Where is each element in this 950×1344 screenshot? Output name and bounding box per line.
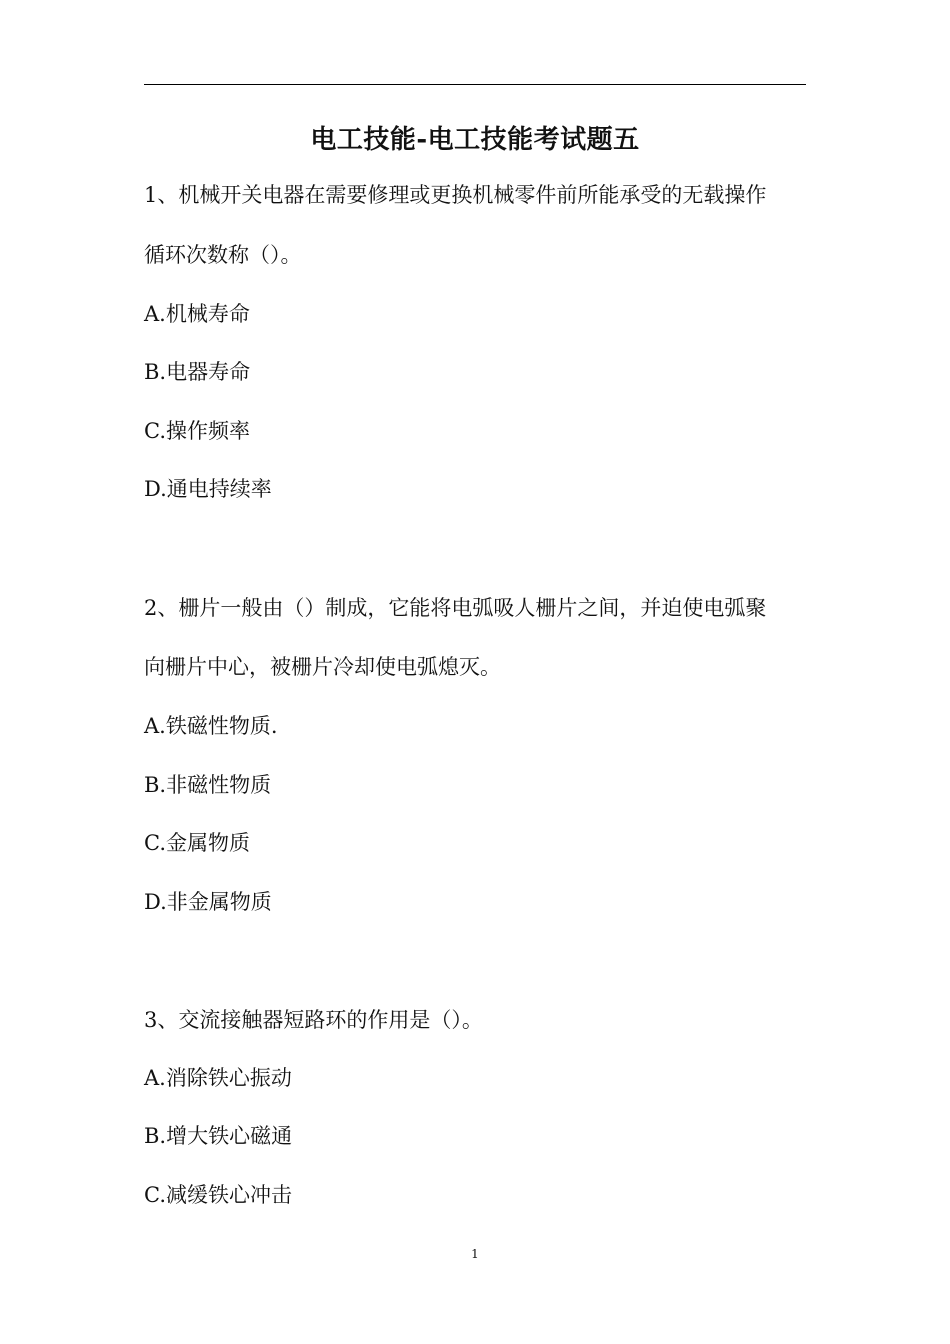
question-1-stem-line-2: 循环次数称（）。 xyxy=(144,243,302,267)
question-1-option-a: A.机械寿命 xyxy=(144,302,250,326)
question-1-option-c: C.操作频率 xyxy=(144,419,250,443)
question-3-option-a: A.消除铁心振动 xyxy=(144,1066,292,1090)
question-2-option-a: A.铁磁性物质. xyxy=(144,714,278,738)
question-2-option-b: B.非磁性物质 xyxy=(144,773,272,797)
page-number: 1 xyxy=(471,1247,479,1261)
question-2-stem-line-2: 向栅片中心，被栅片冷却使电弧熄灭。 xyxy=(144,655,501,679)
question-1-option-b: B.电器寿命 xyxy=(144,360,251,384)
question-3-option-b: B.增大铁心磁通 xyxy=(144,1124,293,1148)
header-rule xyxy=(144,84,806,85)
question-1-stem-line-1: 1、机械开关电器在需要修理或更换机械零件前所能承受的无载操作 xyxy=(144,183,767,207)
page-title: 电工技能-电工技能考试题五 xyxy=(310,125,640,155)
question-3-stem-line-1: 3、交流接触器短路环的作用是（）。 xyxy=(144,1008,483,1032)
question-2-option-d: D.非金属物质 xyxy=(144,890,272,914)
question-1-option-d: D.通电持续率 xyxy=(144,477,272,501)
question-2-option-c: C.金属物质 xyxy=(144,831,250,855)
question-2-stem-line-1: 2、栅片一般由（）制成，它能将电弧吸人栅片之间，并迫使电弧聚 xyxy=(144,596,767,620)
question-3-option-c: C.减缓铁心冲击 xyxy=(144,1183,292,1207)
